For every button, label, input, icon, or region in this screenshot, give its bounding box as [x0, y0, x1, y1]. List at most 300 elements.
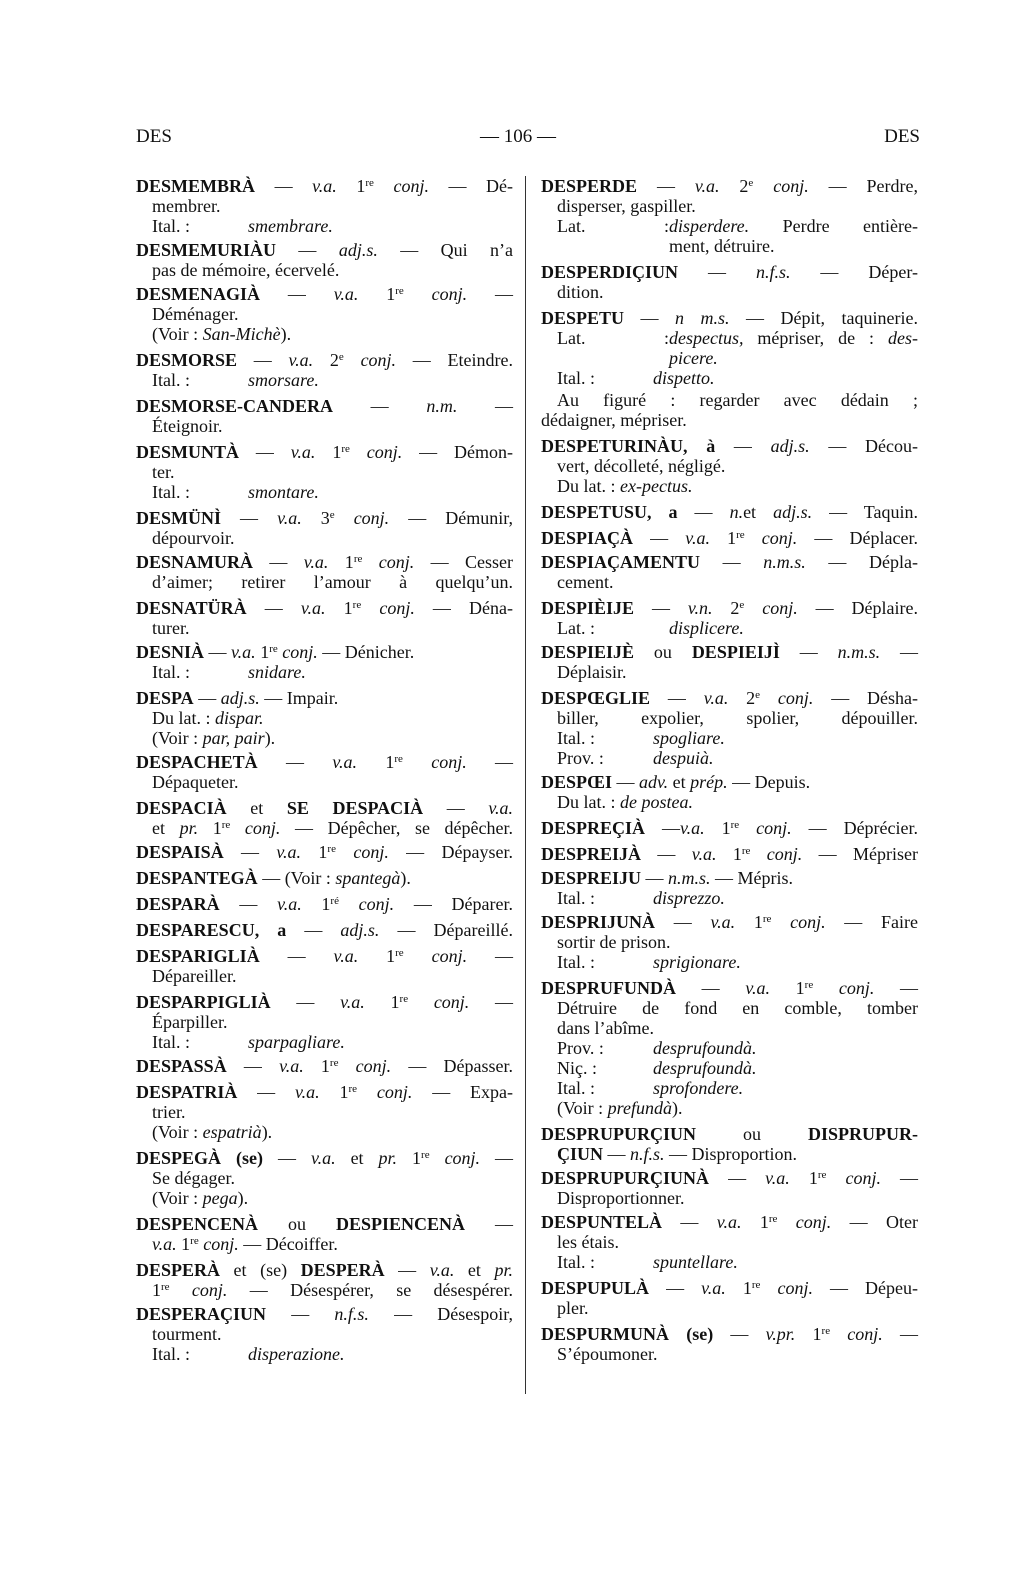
text: 1 [303, 1056, 330, 1076]
headword: DESPACIÀ [136, 798, 227, 818]
text [170, 1280, 192, 1300]
italic-text: v.n. [687, 598, 713, 618]
italic-text: v.a. [488, 798, 513, 818]
headword: DESMUNTÀ [136, 442, 240, 462]
headword: DESPERÀ [300, 1260, 385, 1280]
running-head-left: DES [136, 126, 172, 147]
italic-text: conj. [379, 598, 415, 618]
italic-text: conj. [756, 818, 792, 838]
entry-line [152, 416, 223, 436]
text: 1 [198, 818, 222, 838]
text: — [650, 688, 704, 708]
headword: DESPIENCENÀ [336, 1214, 466, 1234]
italic-text: v.a. [701, 1278, 726, 1298]
superscript: re [817, 1169, 827, 1181]
text: — Dénicher. [317, 642, 415, 662]
superscript: re [327, 843, 336, 855]
text: d’aimer; retirer l’amour à quelqu’un. [152, 572, 513, 592]
text: — [253, 552, 304, 572]
text: et [152, 818, 180, 838]
text [777, 1212, 795, 1232]
entry-line [669, 348, 718, 368]
superscript: re [161, 1281, 170, 1293]
entry-line [557, 1078, 743, 1098]
entry-line [136, 1148, 513, 1168]
text: Du lat. : [152, 708, 215, 728]
text: ). [261, 1122, 273, 1142]
text: 2 [728, 688, 756, 708]
text: 1 [301, 842, 328, 862]
italic-text: conj. [203, 1234, 239, 1254]
text [760, 688, 778, 708]
text: — Démon- [402, 442, 514, 462]
text: et [743, 502, 774, 522]
entry-line [136, 240, 513, 260]
text: — [384, 1260, 430, 1280]
text: ment, détruire. [669, 236, 775, 256]
italic-text: v.a. [152, 1234, 177, 1254]
superscript: re [421, 1149, 430, 1161]
italic-text: conj. [376, 1082, 413, 1102]
superscript: re [751, 1279, 761, 1291]
text: Détruire de fond en comble, tomber [557, 998, 918, 1018]
headword: DESPURMUNÀ (se) [541, 1324, 714, 1344]
entry-line [541, 978, 918, 998]
text: — [262, 1148, 311, 1168]
italic-text: conj. [360, 350, 397, 370]
text: 1 [709, 528, 737, 548]
text: Du lat. : [557, 476, 620, 496]
italic-text: n m.s. [675, 308, 730, 328]
text: — Déprécier. [791, 818, 919, 838]
entry-line [557, 792, 693, 812]
superscript: ré [330, 895, 339, 907]
text: — [645, 818, 680, 838]
text: 2 [313, 350, 339, 370]
italic-text: espatrià [202, 1122, 262, 1142]
entry-line [136, 176, 513, 196]
entry-line [541, 598, 918, 618]
text [744, 598, 762, 618]
italic-text: n.m.s. [763, 552, 806, 572]
entry-line [557, 476, 692, 496]
italic-text: conj. [244, 818, 281, 838]
text: — [700, 552, 764, 572]
superscript: re [395, 285, 404, 297]
entry-line [557, 368, 715, 388]
entry-line [557, 952, 741, 972]
text [338, 1056, 355, 1076]
italic-text: v.a. [276, 842, 302, 862]
text: — Démunir, [389, 508, 514, 528]
text: Éparpiller. [152, 1012, 228, 1032]
superscript: re [762, 913, 772, 925]
text: (Voir : [152, 324, 203, 344]
headword: DESMEMBRÀ [136, 176, 256, 196]
headword: DESPERAÇIUN [136, 1304, 267, 1324]
text: — Perdre, [808, 176, 918, 196]
text: — Déplacer. [797, 528, 919, 548]
headword: DESPAISÀ [136, 842, 224, 862]
entry-line [152, 304, 238, 324]
text: 1 [176, 1234, 191, 1254]
language-label: Ital. : [152, 1344, 190, 1364]
entry-line [557, 748, 714, 768]
headword: SE DESPACIÀ [286, 798, 424, 818]
entry-line [557, 998, 918, 1018]
superscript: re [190, 1235, 199, 1247]
superscript: re [269, 643, 278, 655]
italic-text: conj. [847, 1324, 883, 1344]
headword: DESPREIJÀ [541, 844, 642, 864]
italic-text: v.a. [277, 894, 302, 914]
text: — [237, 350, 289, 370]
text: — Taquin. [812, 502, 918, 522]
entry-line [557, 1344, 658, 1364]
text: — Cesser [414, 552, 514, 572]
entry-line [136, 508, 513, 528]
text: — [880, 1168, 919, 1188]
column-divider [525, 176, 526, 1394]
italic-text: pr. [378, 1148, 398, 1168]
text: — [641, 868, 669, 888]
text: — (Voir : [257, 868, 336, 888]
text: — Mépriser [802, 844, 919, 864]
entry-line [541, 1278, 918, 1298]
text: dition. [557, 282, 604, 302]
text: — [204, 642, 232, 662]
text: et [668, 772, 691, 792]
text: — [480, 1148, 514, 1168]
text: — Dépêcher, se dépêcher. [280, 818, 514, 838]
text: 2 [712, 598, 740, 618]
italic-text: conj. [762, 598, 798, 618]
headword: DESPATRIÀ [136, 1082, 238, 1102]
italic-text: conj. [358, 894, 395, 914]
entry-line [136, 946, 513, 966]
text: — Désespoir, [368, 1304, 513, 1324]
headword: DESPARÀ [136, 894, 220, 914]
italic-text: v.a. [312, 176, 337, 196]
entry-line [152, 462, 175, 482]
entry-line [136, 396, 513, 416]
entry-line [557, 1188, 685, 1208]
entry-line [136, 1304, 513, 1324]
headword: DESPŒI [541, 772, 613, 792]
text: ). [672, 1098, 683, 1118]
headword: DESMENAGIÀ [136, 284, 261, 304]
text: vert, décolleté, négligé. [557, 456, 726, 476]
language-label: Ital. : [152, 482, 190, 502]
text: — [715, 436, 771, 456]
text: — [239, 442, 291, 462]
headword: DESPENCENÀ [136, 1214, 259, 1234]
italic-text: n.f.s. [755, 262, 791, 282]
text: — [226, 1056, 280, 1076]
text: — Désespérer, se désespérer. [227, 1280, 513, 1300]
entry-line [557, 390, 918, 410]
text: — Qui n’a [377, 240, 514, 260]
italic-text: n.f.s. [334, 1304, 369, 1324]
entry-line [541, 844, 918, 864]
italic-text: v.a. [290, 442, 316, 462]
entry-line [152, 618, 190, 638]
text: pler. [557, 1298, 589, 1318]
entry-line [557, 888, 725, 908]
text [339, 894, 359, 914]
text: 1 [301, 894, 331, 914]
text: dédaigner, mépriser. [541, 410, 687, 430]
italic-text: disprezzo. [653, 888, 725, 908]
entry-line [557, 1298, 589, 1318]
entry-line [152, 370, 319, 390]
text: — [260, 284, 334, 304]
headword: DESMORSE [136, 350, 238, 370]
text: — [246, 598, 301, 618]
italic-text: displicere. [669, 618, 744, 638]
text: 1 [152, 1280, 161, 1300]
italic-text: v.a. [716, 1212, 742, 1232]
text: — [709, 1168, 766, 1188]
text: dépourvoir. [152, 528, 235, 548]
italic-text: despectus, [669, 328, 744, 348]
entry-line [557, 1058, 757, 1078]
language-label: Ital. : [152, 662, 190, 682]
italic-text: conj. [777, 1278, 813, 1298]
italic-text: n.m.s. [837, 642, 881, 662]
text [362, 552, 378, 572]
text: — [467, 946, 514, 966]
superscript: re [741, 845, 751, 857]
italic-text: adj.s. [340, 920, 380, 940]
entry-line [136, 1082, 513, 1102]
entry-line [136, 688, 338, 708]
headword: DESPIEIJÌ [691, 642, 780, 662]
italic-text: conj. [366, 442, 403, 462]
entry-line [557, 328, 918, 348]
entry-line [557, 216, 918, 236]
entry-line [152, 1234, 338, 1254]
text: — [633, 528, 686, 548]
text: (Voir : [152, 728, 203, 748]
italic-text: dispar. [215, 708, 264, 728]
italic-text: smontare. [248, 482, 319, 502]
entry-line [557, 1018, 654, 1038]
text: — [677, 502, 730, 522]
entry-line [557, 1144, 797, 1164]
italic-text: disperazione. [248, 1344, 345, 1364]
text: 1 [336, 176, 366, 196]
headword: DESMEMURIÀU [136, 240, 277, 260]
headword: DESPACHETÀ [136, 752, 258, 772]
text: 1 [364, 992, 400, 1012]
entry-line [541, 502, 918, 522]
superscript: re [352, 599, 362, 611]
text: Au figuré : regarder avec dédain ; [557, 390, 918, 410]
entry-line [152, 216, 333, 236]
entry-line [152, 708, 264, 728]
entry-line [136, 752, 513, 772]
headword: DESPARPIGLIÀ [136, 992, 271, 1012]
superscript: e [329, 509, 335, 521]
text: — [457, 396, 514, 416]
entry-line [136, 868, 411, 888]
italic-text: conj. [433, 992, 470, 1012]
language-label: Ital. : [152, 216, 190, 236]
text: ). [400, 868, 411, 888]
italic-text: conj. [777, 688, 814, 708]
language-label: Ital. : [557, 728, 595, 748]
text: — [655, 912, 711, 932]
text: — Déna- [414, 598, 514, 618]
text: ). [237, 1188, 249, 1208]
headword: DESPŒGLIE [541, 688, 651, 708]
text: 1 [795, 1324, 822, 1344]
headword: DESPARIGLIÀ [136, 946, 260, 966]
text: biller, expolier, spolier, dépouiller. [557, 708, 918, 728]
text: et (se) [220, 1260, 301, 1280]
text: — [223, 842, 277, 862]
italic-text: adj.s. [338, 240, 378, 260]
entry-line [152, 1102, 186, 1122]
entry-line [541, 818, 918, 838]
text: 1 [315, 442, 342, 462]
text [350, 442, 367, 462]
text: trier. [152, 1102, 186, 1122]
entry-line [136, 350, 513, 370]
italic-text: v.a. [680, 818, 705, 838]
text: tourment. [152, 1324, 222, 1344]
entry-line [541, 528, 918, 548]
text: 1 [769, 978, 805, 998]
italic-text: v.a. [300, 598, 326, 618]
entry-line [136, 992, 513, 1012]
language-label: Lat. : [557, 618, 595, 638]
text: — Décou- [809, 436, 918, 456]
superscript: e [338, 351, 344, 363]
headword: DESPANTEGÀ [136, 868, 258, 888]
italic-text: conj. [353, 508, 390, 528]
text: 3 [301, 508, 330, 528]
italic-text: v.a. [340, 992, 365, 1012]
entry-line [541, 772, 810, 792]
entry-line [541, 308, 918, 328]
italic-text: smorsare. [248, 370, 319, 390]
italic-text: par, pair [202, 728, 265, 748]
text: — [880, 642, 919, 662]
text: et [454, 1260, 495, 1280]
text: — Dépasser. [391, 1056, 514, 1076]
italic-text: conj. [431, 946, 468, 966]
italic-text: conj. [431, 284, 468, 304]
text [374, 176, 394, 196]
text: — Impair. [259, 688, 339, 708]
italic-text: pr. [494, 1260, 513, 1280]
text: — [637, 176, 695, 196]
text [753, 176, 773, 196]
entry-line [136, 442, 513, 462]
headword: DESPETU [541, 308, 625, 328]
headword: DESMÜNÌ [136, 508, 222, 528]
text: — Mépris. [710, 868, 794, 888]
text: 1 [358, 284, 396, 304]
headword: DESNIÀ [136, 642, 205, 662]
text: ter. [152, 462, 175, 482]
entry-line [136, 552, 513, 572]
italic-text: prép. [690, 772, 728, 792]
text: — Oter [831, 1212, 919, 1232]
entry-line [152, 1012, 227, 1032]
text: — [465, 1214, 514, 1234]
italic-text: v.a. [694, 176, 720, 196]
italic-text: v.a. [710, 912, 736, 932]
text: — [257, 752, 333, 772]
text: — Depuis. [727, 772, 811, 792]
text: — Dé- [428, 176, 514, 196]
italic-text: n.f.s. [630, 1144, 665, 1164]
text: Dépaqueter. [152, 772, 239, 792]
text: Se dégager. [152, 1168, 235, 1188]
text: — [676, 978, 746, 998]
entry-line [152, 482, 319, 502]
text: 1 [716, 844, 742, 864]
superscript: re [399, 993, 409, 1005]
text: — Dépit, taquinerie. [729, 308, 918, 328]
text: (Voir : [152, 1122, 203, 1142]
superscript: re [341, 443, 350, 455]
text: — [634, 598, 688, 618]
text: — [603, 1144, 631, 1164]
text: (Voir : [557, 1098, 608, 1118]
text: — [255, 176, 313, 196]
text: 2 [719, 176, 749, 196]
language-label: Niç. : [557, 1058, 597, 1078]
headword: DESPERDE [541, 176, 638, 196]
text: 1 [357, 752, 395, 772]
text: dans l’abîme. [557, 1018, 654, 1038]
headword: DESPASSÀ [136, 1056, 227, 1076]
entry-line [541, 552, 918, 572]
entry-line [557, 1098, 683, 1118]
text: — [221, 508, 278, 528]
italic-text: v.a. [295, 1082, 320, 1102]
entry-line [136, 1214, 513, 1234]
entry-line [669, 236, 774, 256]
entry-line [541, 262, 918, 282]
entry-line [152, 196, 220, 216]
text: 1 [704, 818, 731, 838]
text: — [612, 772, 640, 792]
entry-line [557, 728, 725, 748]
entry-line [541, 436, 918, 456]
text: et [335, 1148, 379, 1168]
entry-line [557, 932, 670, 952]
text: — [624, 308, 676, 328]
text: Déménager. [152, 304, 239, 324]
italic-text: v.a. [288, 350, 314, 370]
text: — [259, 946, 334, 966]
text: — [270, 992, 341, 1012]
text: Éteignoir. [152, 416, 223, 436]
superscript: re [348, 1083, 358, 1095]
italic-text: desprufoundà. [653, 1038, 757, 1058]
italic-text: adv. [639, 772, 669, 792]
text: — [237, 1082, 296, 1102]
italic-text: v.a. [691, 844, 717, 864]
superscript: re [394, 753, 403, 765]
headword: DESPIEIJÈ [541, 642, 635, 662]
text: sortir de prison. [557, 932, 671, 952]
